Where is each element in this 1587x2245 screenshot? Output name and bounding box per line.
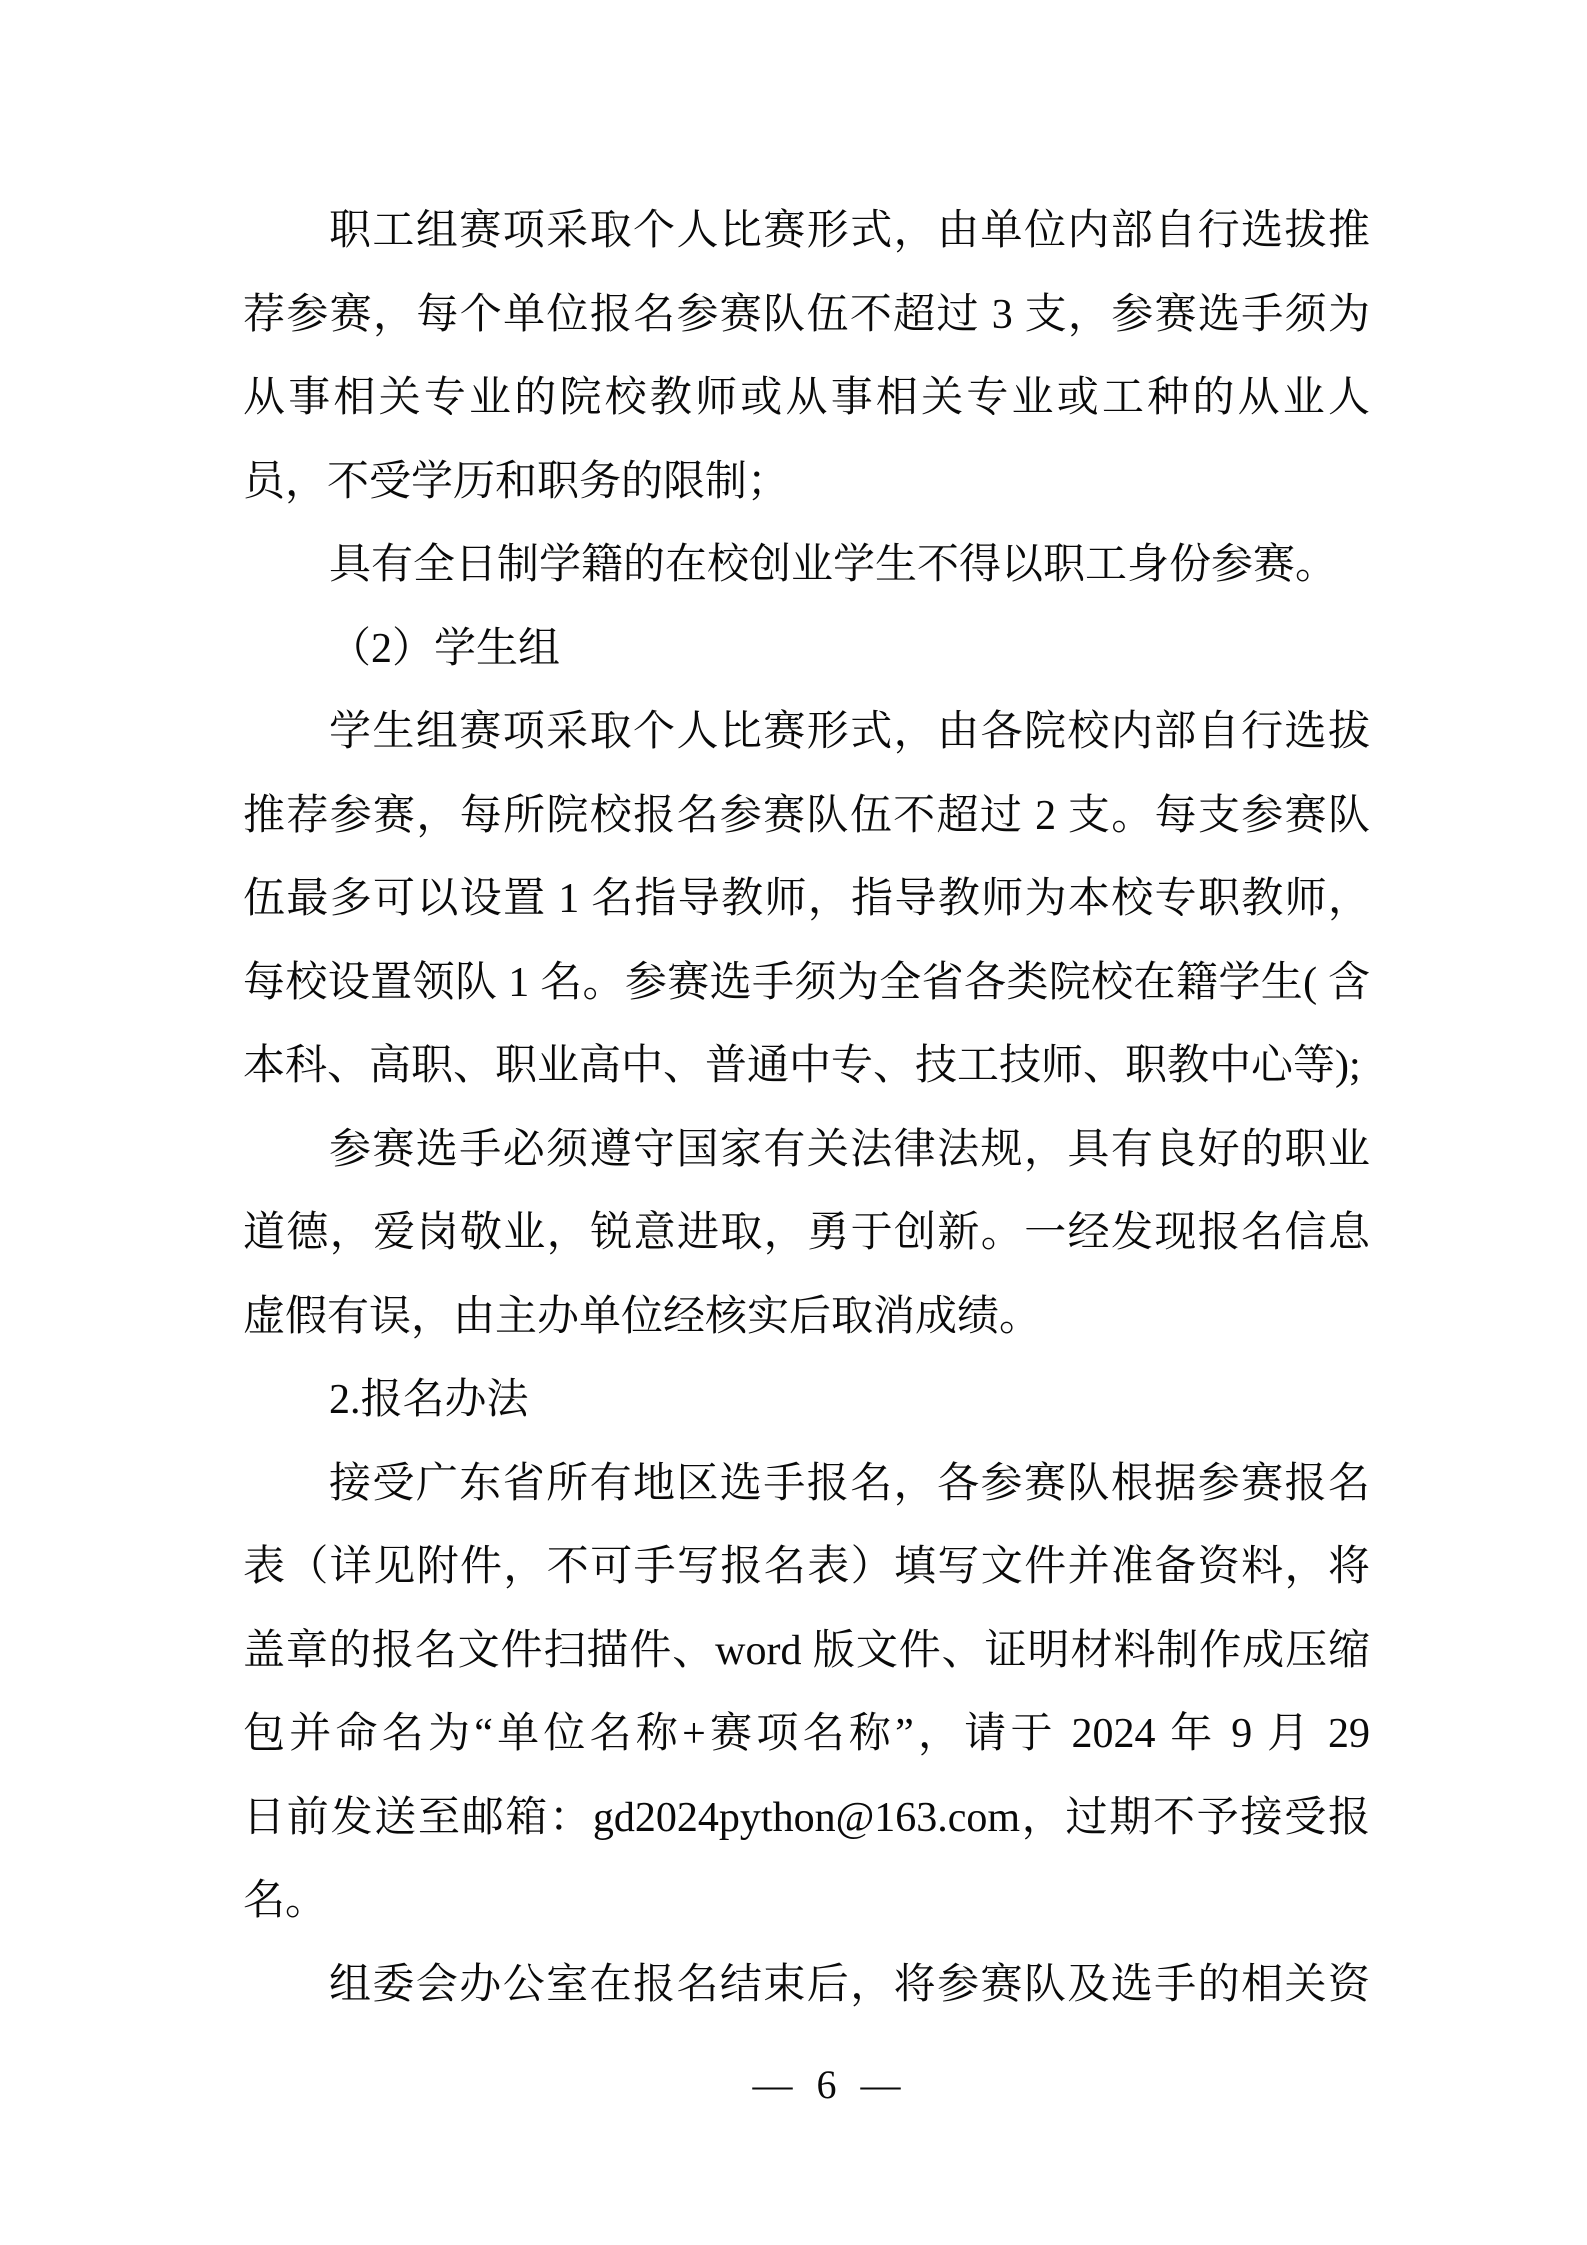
text-line: 伍最多可以设置 1 名指导教师，指导教师为本校专职教师， — [243, 876, 1370, 922]
text-line: 从事相关专业的院校教师或从事相关专业或工种的从业人 — [243, 375, 1370, 421]
text-line: 接受广东省所有地区选手报名，各参赛队根据参赛报名 — [329, 1460, 1370, 1507]
text-line: 参赛选手必须遵守国家有关法律法规，具有良好的职业 — [329, 1126, 1370, 1173]
text-line: 推荐参赛，每所院校报名参赛队伍不超过 2 支。每支参赛队 — [243, 792, 1370, 839]
subsection-heading: 2.报名办法 — [329, 1377, 529, 1423]
footer-dash-left: — — [752, 2062, 793, 2107]
text-line: 名。 — [243, 1878, 328, 1924]
page-number: 6 — [816, 2062, 837, 2107]
text-line: 日前发送至邮箱：gd2024python@163.com，过期不予接受报 — [243, 1794, 1370, 1841]
page-footer — [0, 2062, 1587, 2108]
text-line: 组委会办公室在报名结束后，将参赛队及选手的相关资 — [329, 1961, 1370, 2008]
page-number-block — [753, 2062, 901, 2107]
text-line: 每校设置领队 1 名。参赛选手须为全省各类院校在籍学生( 含 — [243, 959, 1370, 1006]
text-line: 本科、高职、职业高中、普通中专、技工技师、职教中心等); — [243, 1043, 1361, 1089]
text-line: 具有全日制学籍的在校创业学生不得以职工身份参赛。 — [329, 542, 1338, 588]
text-line: 表（详见附件，不可手写报名表）填写文件并准备资料，将 — [243, 1544, 1370, 1590]
text-line: 职工组赛项采取个人比赛形式，由单位内部自行选拔推 — [329, 208, 1370, 254]
footer-dash-right: — — [860, 2062, 901, 2107]
text-line: 员，不受学历和职务的限制； — [243, 458, 790, 505]
text-line: 盖章的报名文件扫描件、word 版文件、证明材料制作成压缩 — [243, 1627, 1370, 1674]
text-line: 虚假有误，由主办单位经核实后取消成绩。 — [243, 1293, 1042, 1340]
subsection-heading: （2）学生组 — [329, 625, 561, 672]
text-line: 荐参赛，每个单位报名参赛队伍不超过 3 支，参赛选手须为 — [243, 291, 1370, 338]
text-line: 学生组赛项采取个人比赛形式，由各院校内部自行选拔 — [329, 709, 1370, 755]
document-body — [243, 190, 1370, 2027]
text-line: 道德，爱岗敬业，锐意进取，勇于创新。一经发现报名信息 — [243, 1210, 1370, 1256]
text-line: 包并命名为“单位名称+赛项名称”，请于 2024 年 9 月 29 — [243, 1711, 1370, 1757]
